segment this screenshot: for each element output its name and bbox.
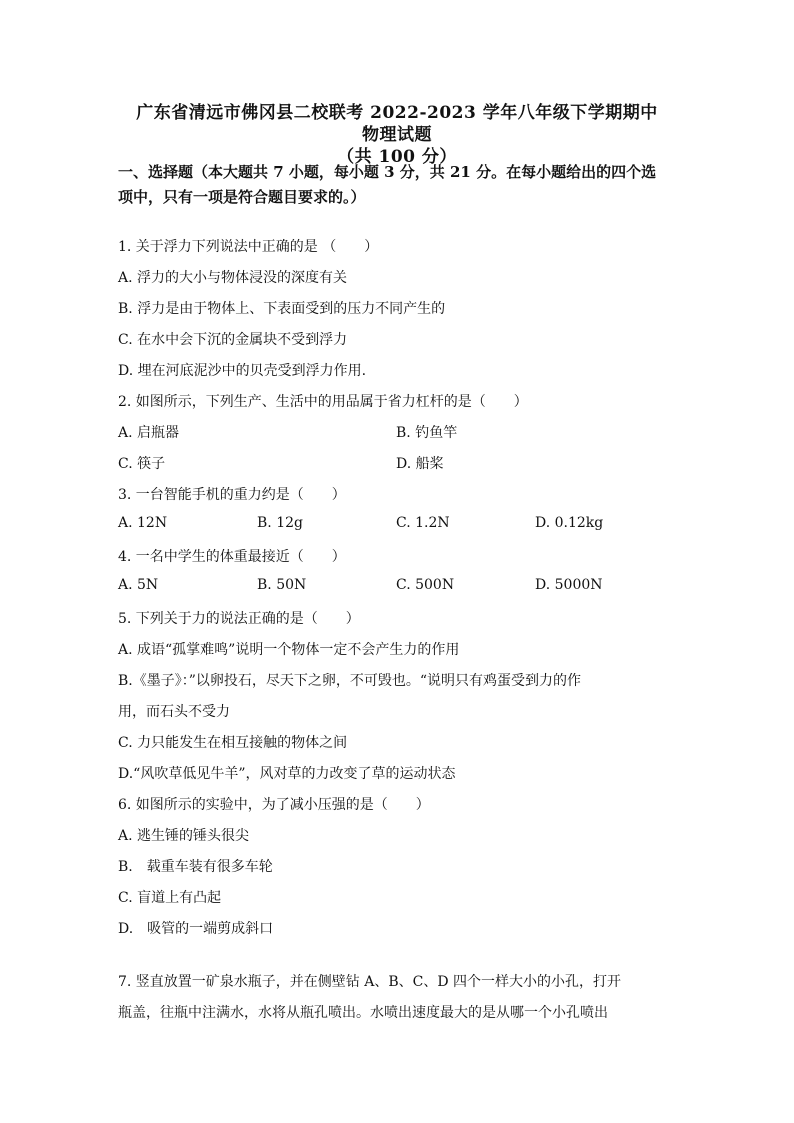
q5-option-b-line2: 用，而石头不受力 <box>118 704 230 720</box>
section-heading <box>118 160 688 210</box>
q5-option-a: A. 成语“孤掌难鸣”说明一个物体一定不会产生力的作用 <box>118 642 460 658</box>
q4-option-b: B. 50N <box>257 577 307 593</box>
total-score: （共 100 分） <box>337 147 457 167</box>
exam-title-line1: 广东省清远市佛冈县二校联考 2022-2023 学年八年级下学期期中 <box>136 103 658 123</box>
q3-option-d: D. 0.12kg <box>535 515 604 531</box>
q3-stem: 3. 一台智能手机的重力约是（ ） <box>118 487 346 503</box>
q5-option-b-line1: B.《墨子》：”以卵投石，尽天下之卵，不可毁也。“说明只有鸡蛋受到力的作 <box>118 673 582 689</box>
q1-option-a: A. 浮力的大小与物体浸没的深度有关 <box>118 270 348 286</box>
q7-line1: 7. 竖直放置一矿泉水瓶子，并在侧壁钻 A、B、C、D 四个一样大小的小孔，打开 <box>118 974 622 990</box>
q4-option-a: A. 5N <box>118 577 159 593</box>
q7-line2: 瓶盖，往瓶中注满水，水将从瓶孔喷出。水喷出速度最大的是从哪一个小孔喷出 <box>118 1005 608 1021</box>
exam-title-line2: 物理试题 <box>362 125 432 145</box>
q4-option-c: C. 500N <box>396 577 455 593</box>
section-heading-line1: 一、选择题（本大题共 7 小题，每小题 3 分，共 21 分。在每小题给出的四个选 <box>118 163 657 181</box>
q6-option-b: B. 载重车装有很多车轮 <box>118 859 273 875</box>
q3-option-b: B. 12g <box>257 515 303 531</box>
q6-option-a: A. 逃生锤的锤头很尖 <box>118 828 250 844</box>
q3-option-a: A. 12N <box>118 515 168 531</box>
q2-option-c: C. 筷子 <box>118 456 166 472</box>
q3-option-c: C. 1.2N <box>396 515 450 531</box>
q1-stem: 1. 关于浮力下列说法中正确的是 （ ） <box>118 239 379 255</box>
q4-option-d: D. 5000N <box>535 577 603 593</box>
q1-option-c: C. 在水中会下沉的金属块不受到浮力 <box>118 332 348 348</box>
q2-option-b: B. 钓鱼竿 <box>396 425 458 441</box>
q6-option-c: C. 盲道上有凸起 <box>118 890 222 906</box>
q1-option-d: D. 埋在河底泥沙中的贝壳受到浮力作用. <box>118 363 367 379</box>
section-heading-line2: 项中，只有一项是符合题目要求的。） <box>118 188 366 206</box>
q2-stem: 2. 如图所示，下列生产、生活中的用品属于省力杠杆的是（ ） <box>118 394 528 410</box>
q2-option-d: D. 船桨 <box>396 456 444 472</box>
q5-option-d: D.“风吹草低见牛羊”，风对草的力改变了草的运动状态 <box>118 766 456 782</box>
q5-stem: 5. 下列关于力的说法正确的是（ ） <box>118 611 360 627</box>
q5-option-c: C. 力只能发生在相互接触的物体之间 <box>118 735 348 751</box>
q6-stem: 6. 如图所示的实验中，为了减小压强的是（ ） <box>118 797 430 813</box>
q4-stem: 4. 一名中学生的体重最接近（ ） <box>118 549 346 565</box>
q6-option-d: D. 吸管的一端剪成斜口 <box>118 921 274 937</box>
q2-option-a: A. 启瓶器 <box>118 425 180 441</box>
q1-option-b: B. 浮力是由于物体上、下表面受到的压力不同产生的 <box>118 301 446 317</box>
